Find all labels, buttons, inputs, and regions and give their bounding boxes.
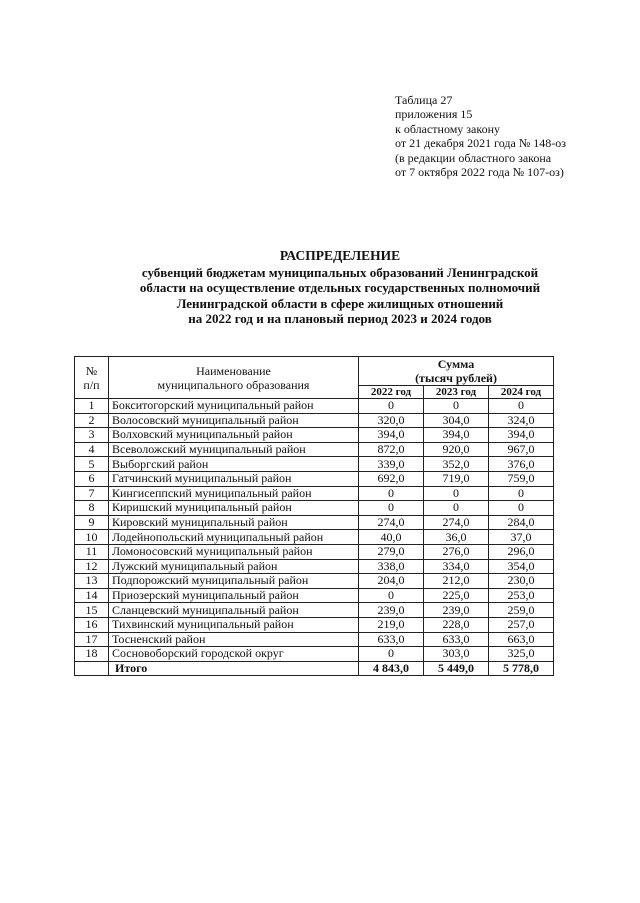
row-value-2023: 274,0 <box>424 515 489 530</box>
row-value-2024: 259,0 <box>489 603 554 618</box>
table-row <box>75 428 554 443</box>
row-num: 7 <box>75 486 109 501</box>
row-value-2024: 376,0 <box>489 457 554 472</box>
table-row <box>75 501 554 516</box>
table-row <box>75 603 554 618</box>
row-value-2023: 0 <box>424 399 489 414</box>
row-name: Лужский муниципальный район <box>109 559 359 574</box>
reference-block <box>395 93 566 179</box>
row-name: Лодейнопольский муниципальный район <box>109 530 359 545</box>
row-num: 18 <box>75 647 109 662</box>
row-name: Бокситогорский муниципальный район <box>109 399 359 414</box>
row-value-2023: 225,0 <box>424 588 489 603</box>
row-name: Всеволожский муниципальный район <box>109 442 359 457</box>
header-name-line2: муниципального образования <box>157 377 310 392</box>
header-year-2023: 2023 год <box>424 386 489 399</box>
row-value-2022: 274,0 <box>359 515 424 530</box>
table-row <box>75 530 554 545</box>
row-value-2022: 0 <box>359 647 424 662</box>
row-num: 15 <box>75 603 109 618</box>
row-name: Кировский муниципальный район <box>109 515 359 530</box>
table-row <box>75 617 554 632</box>
reference-line: Таблица 27 <box>395 93 453 107</box>
row-name: Волосовский муниципальный район <box>109 413 359 428</box>
row-name: Киришский муниципальный район <box>109 501 359 516</box>
table-row <box>75 632 554 647</box>
row-value-2024: 253,0 <box>489 588 554 603</box>
table-row <box>75 486 554 501</box>
table-row <box>75 515 554 530</box>
total-num <box>75 661 109 676</box>
table-row <box>75 588 554 603</box>
title-line: области на осуществление отдельных государственных полномочий <box>139 280 541 296</box>
row-value-2022: 239,0 <box>359 603 424 618</box>
row-value-2024: 324,0 <box>489 413 554 428</box>
row-num: 5 <box>75 457 109 472</box>
total-2024: 5 778,0 <box>489 661 554 676</box>
table-total-row <box>75 661 554 676</box>
row-num: 17 <box>75 632 109 647</box>
table-row <box>75 574 554 589</box>
header-num <box>75 357 109 399</box>
header-name <box>109 357 359 399</box>
distribution-table <box>74 356 554 676</box>
table-row <box>75 413 554 428</box>
row-num: 6 <box>75 471 109 486</box>
row-value-2022: 872,0 <box>359 442 424 457</box>
title-line: субвенций бюджетам муниципальных образований Ленинградской <box>141 264 539 280</box>
header-name-line1: Наименование <box>196 363 271 378</box>
row-value-2022: 0 <box>359 486 424 501</box>
row-num: 10 <box>75 530 109 545</box>
row-value-2024: 284,0 <box>489 515 554 530</box>
row-num: 14 <box>75 588 109 603</box>
table-row <box>75 457 554 472</box>
row-value-2022: 0 <box>359 588 424 603</box>
table-row <box>75 471 554 486</box>
row-name: Сланцевский муниципальный район <box>109 603 359 618</box>
row-value-2022: 339,0 <box>359 457 424 472</box>
row-num: 4 <box>75 442 109 457</box>
table-row <box>75 559 554 574</box>
row-value-2024: 325,0 <box>489 647 554 662</box>
row-value-2024: 257,0 <box>489 617 554 632</box>
row-name: Кингисеппский муниципальный район <box>109 486 359 501</box>
row-value-2022: 0 <box>359 501 424 516</box>
reference-line: от 7 октября 2022 года № 107-оз) <box>395 165 564 180</box>
table-row <box>75 647 554 662</box>
row-value-2023: 304,0 <box>424 413 489 428</box>
row-name: Тосненский район <box>109 632 359 647</box>
title-heading: РАСПРЕДЕЛЕНИЕ <box>279 248 401 263</box>
row-value-2023: 228,0 <box>424 617 489 632</box>
reference-line: к областному закону <box>395 121 501 136</box>
row-value-2024: 37,0 <box>489 530 554 545</box>
row-name: Тихвинский муниципальный район <box>109 617 359 632</box>
row-value-2022: 394,0 <box>359 428 424 443</box>
header-sum-line2: (тысяч рублей) <box>415 371 497 385</box>
row-value-2023: 334,0 <box>424 559 489 574</box>
row-value-2023: 394,0 <box>424 428 489 443</box>
row-num: 16 <box>75 617 109 632</box>
row-num: 13 <box>75 574 109 589</box>
row-value-2024: 0 <box>489 486 554 501</box>
row-name: Ломоносовский муниципальный район <box>109 544 359 559</box>
row-num: 12 <box>75 559 109 574</box>
row-name: Подпорожский муниципальный район <box>109 574 359 589</box>
table-row <box>75 442 554 457</box>
row-num: 3 <box>75 428 109 443</box>
table-row <box>75 399 554 414</box>
title-line: на 2022 год и на плановый период 2023 и 2024 годов <box>188 311 492 327</box>
row-num: 9 <box>75 515 109 530</box>
row-num: 11 <box>75 544 109 559</box>
header-year-2022: 2022 год <box>359 386 424 399</box>
row-name: Выборгский район <box>109 457 359 472</box>
row-value-2023: 0 <box>424 501 489 516</box>
row-value-2024: 967,0 <box>489 442 554 457</box>
header-sum <box>359 357 554 386</box>
row-value-2022: 279,0 <box>359 544 424 559</box>
row-value-2022: 219,0 <box>359 617 424 632</box>
reference-line: приложения 15 <box>395 107 473 122</box>
header-year-2024: 2024 год <box>489 386 554 399</box>
table-row <box>75 544 554 559</box>
row-name: Гатчинский муниципальный район <box>109 471 359 486</box>
row-value-2022: 40,0 <box>359 530 424 545</box>
total-2022: 4 843,0 <box>359 661 424 676</box>
reference-line: (в редакции областного закона <box>395 150 552 165</box>
row-value-2023: 633,0 <box>424 632 489 647</box>
row-value-2024: 394,0 <box>489 428 554 443</box>
row-value-2022: 692,0 <box>359 471 424 486</box>
row-value-2024: 296,0 <box>489 544 554 559</box>
row-name: Приозерский муниципальный район <box>109 588 359 603</box>
row-name: Сосновоборский городской округ <box>109 647 359 662</box>
row-value-2022: 320,0 <box>359 413 424 428</box>
row-value-2023: 212,0 <box>424 574 489 589</box>
reference-line: от 21 декабря 2021 года № 148-оз <box>395 136 567 151</box>
row-value-2024: 663,0 <box>489 632 554 647</box>
row-value-2023: 719,0 <box>424 471 489 486</box>
row-value-2023: 239,0 <box>424 603 489 618</box>
row-value-2023: 352,0 <box>424 457 489 472</box>
row-value-2022: 204,0 <box>359 574 424 589</box>
total-2023: 5 449,0 <box>424 661 489 676</box>
row-num: 1 <box>75 399 109 414</box>
row-num: 2 <box>75 413 109 428</box>
row-num: 8 <box>75 501 109 516</box>
row-value-2024: 230,0 <box>489 574 554 589</box>
row-value-2023: 920,0 <box>424 442 489 457</box>
title-line: Ленинградской области в сфере жилищных отношений <box>176 295 504 311</box>
row-name: Волховский муниципальный район <box>109 428 359 443</box>
row-value-2023: 303,0 <box>424 647 489 662</box>
header-sum-line1: Сумма <box>437 357 475 371</box>
row-value-2023: 36,0 <box>424 530 489 545</box>
row-value-2022: 338,0 <box>359 559 424 574</box>
header-num-text: № п/п <box>83 363 100 392</box>
row-value-2024: 0 <box>489 501 554 516</box>
row-value-2022: 0 <box>359 399 424 414</box>
row-value-2024: 0 <box>489 399 554 414</box>
row-value-2024: 759,0 <box>489 471 554 486</box>
total-label: Итого <box>109 661 359 676</box>
row-value-2022: 633,0 <box>359 632 424 647</box>
table-body <box>75 399 554 676</box>
row-value-2024: 354,0 <box>489 559 554 574</box>
row-value-2023: 276,0 <box>424 544 489 559</box>
document-title <box>60 248 620 327</box>
row-value-2023: 0 <box>424 486 489 501</box>
